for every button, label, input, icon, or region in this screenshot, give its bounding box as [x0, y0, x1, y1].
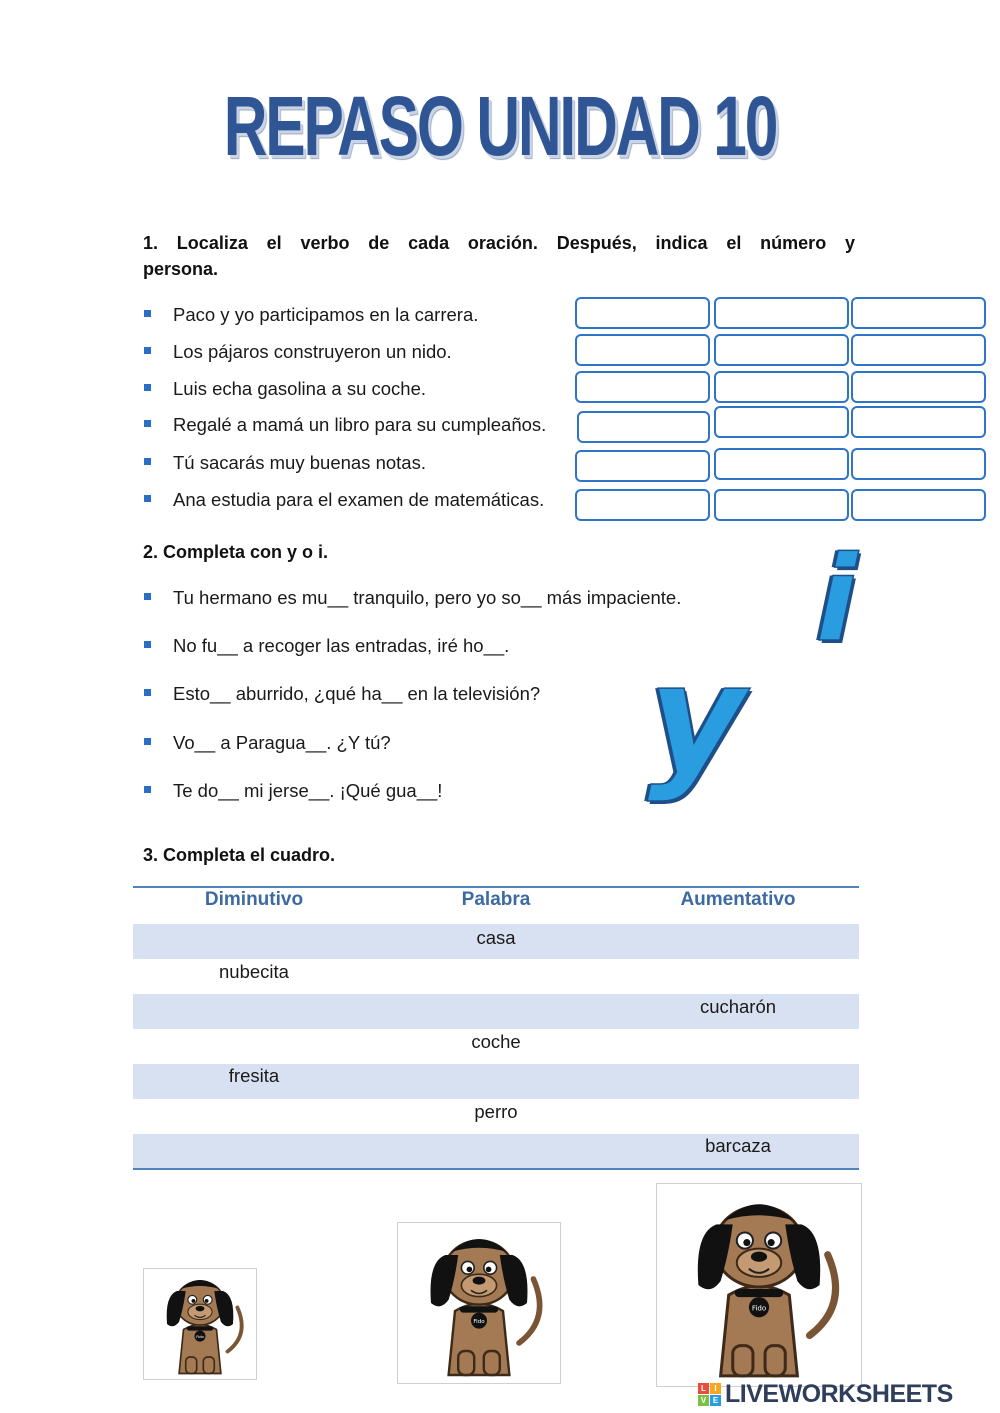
bullet-icon — [144, 420, 151, 427]
number-input-4[interactable] — [714, 406, 849, 438]
section1-heading-line1: 1. Localiza el verbo de cada oración. Después, indica el número y — [143, 233, 855, 253]
dog-picture-large — [656, 1183, 862, 1387]
verb-input-1[interactable] — [575, 297, 710, 329]
verb-input-2[interactable] — [575, 334, 710, 366]
bullet-icon — [144, 495, 151, 502]
cell-r6-aumentativo[interactable] — [617, 1099, 859, 1134]
section2-heading: 2. Completa con y o i. — [143, 542, 329, 562]
logo-text: LIVEWORKSHEETS — [725, 1380, 953, 1408]
letter-y-graphic: y — [631, 632, 765, 804]
cell-r1-diminutivo[interactable] — [133, 924, 375, 959]
verb-input-6[interactable] — [575, 489, 710, 521]
bullet-icon — [144, 689, 151, 696]
header-diminutivo: Diminutivo — [204, 889, 304, 910]
number-input-5[interactable] — [714, 448, 849, 480]
s2-sentence-4: Vo__ a Paragua__. ¿Y tú? — [173, 732, 391, 753]
cell-r7-palabra[interactable] — [375, 1134, 617, 1168]
logo-letter-v: V — [698, 1395, 709, 1406]
bullet-icon — [144, 593, 151, 600]
person-input-4[interactable] — [851, 406, 986, 438]
table-top-rule — [133, 886, 859, 888]
person-input-1[interactable] — [851, 297, 986, 329]
cell-r3-aumentativo: cucharón — [699, 996, 777, 1017]
dog-icon — [398, 1223, 560, 1383]
number-input-2[interactable] — [714, 334, 849, 366]
s2-sentence-2: No fu__ a recoger las entradas, iré ho__. — [173, 635, 510, 656]
verb-input-3[interactable] — [575, 371, 710, 403]
logo-grid-icon — [698, 1383, 722, 1407]
header-aumentativo: Aumentativo — [680, 889, 796, 910]
cell-r5-diminutivo: fresita — [228, 1065, 280, 1086]
person-input-6[interactable] — [851, 489, 986, 521]
logo-letter-e: E — [710, 1395, 721, 1406]
cell-r2-palabra[interactable] — [375, 959, 617, 994]
cell-r2-diminutivo: nubecita — [219, 961, 289, 982]
cell-r7-aumentativo: barcaza — [705, 1135, 771, 1156]
dog-tag-text: Fido — [751, 1303, 767, 1313]
verb-input-5[interactable] — [575, 450, 710, 482]
cell-r6-diminutivo[interactable] — [133, 1099, 375, 1134]
bullet-icon — [144, 310, 151, 317]
cell-r6-palabra: perro — [474, 1101, 518, 1122]
verb-input-4[interactable] — [577, 411, 710, 443]
number-input-1[interactable] — [714, 297, 849, 329]
letter-i-graphic: i — [803, 530, 874, 668]
cell-r4-diminutivo[interactable] — [133, 1029, 375, 1064]
dog-tag-text: Fido — [196, 1333, 204, 1339]
dog-icon — [144, 1269, 256, 1379]
liveworksheets-logo[interactable] — [698, 1381, 998, 1409]
dog-tag-text: Fido — [473, 1319, 485, 1325]
number-input-3[interactable] — [714, 371, 849, 403]
s1-sentence-6: Ana estudia para el examen de matemáticas. — [173, 489, 545, 510]
bullet-icon — [144, 641, 151, 648]
bullet-icon — [144, 347, 151, 354]
cell-r1-palabra: casa — [476, 927, 516, 948]
bullet-icon — [144, 458, 151, 465]
page-title: REPASO UNIDAD 10 — [223, 79, 777, 173]
cell-r5-aumentativo[interactable] — [617, 1064, 859, 1099]
bullet-icon — [144, 384, 151, 391]
s2-sentence-5: Te do__ mi jerse__. ¡Qué gua__! — [173, 780, 443, 801]
s1-sentence-1: Paco y yo participamos en la carrera. — [173, 304, 479, 325]
cell-r7-diminutivo[interactable] — [133, 1134, 375, 1168]
number-input-6[interactable] — [714, 489, 849, 521]
cell-r3-palabra[interactable] — [375, 994, 617, 1029]
logo-letter-l: L — [698, 1383, 709, 1394]
dog-picture-medium — [397, 1222, 561, 1384]
dog-picture-small — [143, 1268, 257, 1380]
cell-r5-palabra[interactable] — [375, 1064, 617, 1099]
s1-sentence-3: Luis echa gasolina a su coche. — [173, 378, 427, 399]
section1-heading-line2: persona. — [143, 259, 219, 279]
person-input-2[interactable] — [851, 334, 986, 366]
cell-r1-aumentativo[interactable] — [617, 924, 859, 959]
cell-r4-palabra: coche — [471, 1031, 521, 1052]
cell-r4-aumentativo[interactable] — [617, 1029, 859, 1064]
table-bottom-rule — [133, 1168, 859, 1170]
bullet-icon — [144, 738, 151, 745]
cell-r3-diminutivo[interactable] — [133, 994, 375, 1029]
cell-r2-aumentativo[interactable] — [617, 959, 859, 994]
person-input-5[interactable] — [851, 448, 986, 480]
header-palabra: Palabra — [461, 889, 531, 910]
s2-sentence-1: Tu hermano es mu__ tranquilo, pero yo so__ más impaciente. — [173, 587, 682, 608]
s2-sentence-3: Esto__ aburrido, ¿qué ha__ en la televisión? — [173, 683, 541, 704]
person-input-3[interactable] — [851, 371, 986, 403]
logo-letter-i: I — [710, 1383, 721, 1394]
section3-heading: 3. Completa el cuadro. — [143, 845, 336, 865]
bullet-icon — [144, 786, 151, 793]
s1-sentence-5: Tú sacarás muy buenas notas. — [173, 452, 426, 473]
s1-sentence-2: Los pájaros construyeron un nido. — [173, 341, 452, 362]
dog-icon — [657, 1184, 861, 1386]
s1-sentence-4: Regalé a mamá un libro para su cumpleaños. — [173, 414, 547, 435]
